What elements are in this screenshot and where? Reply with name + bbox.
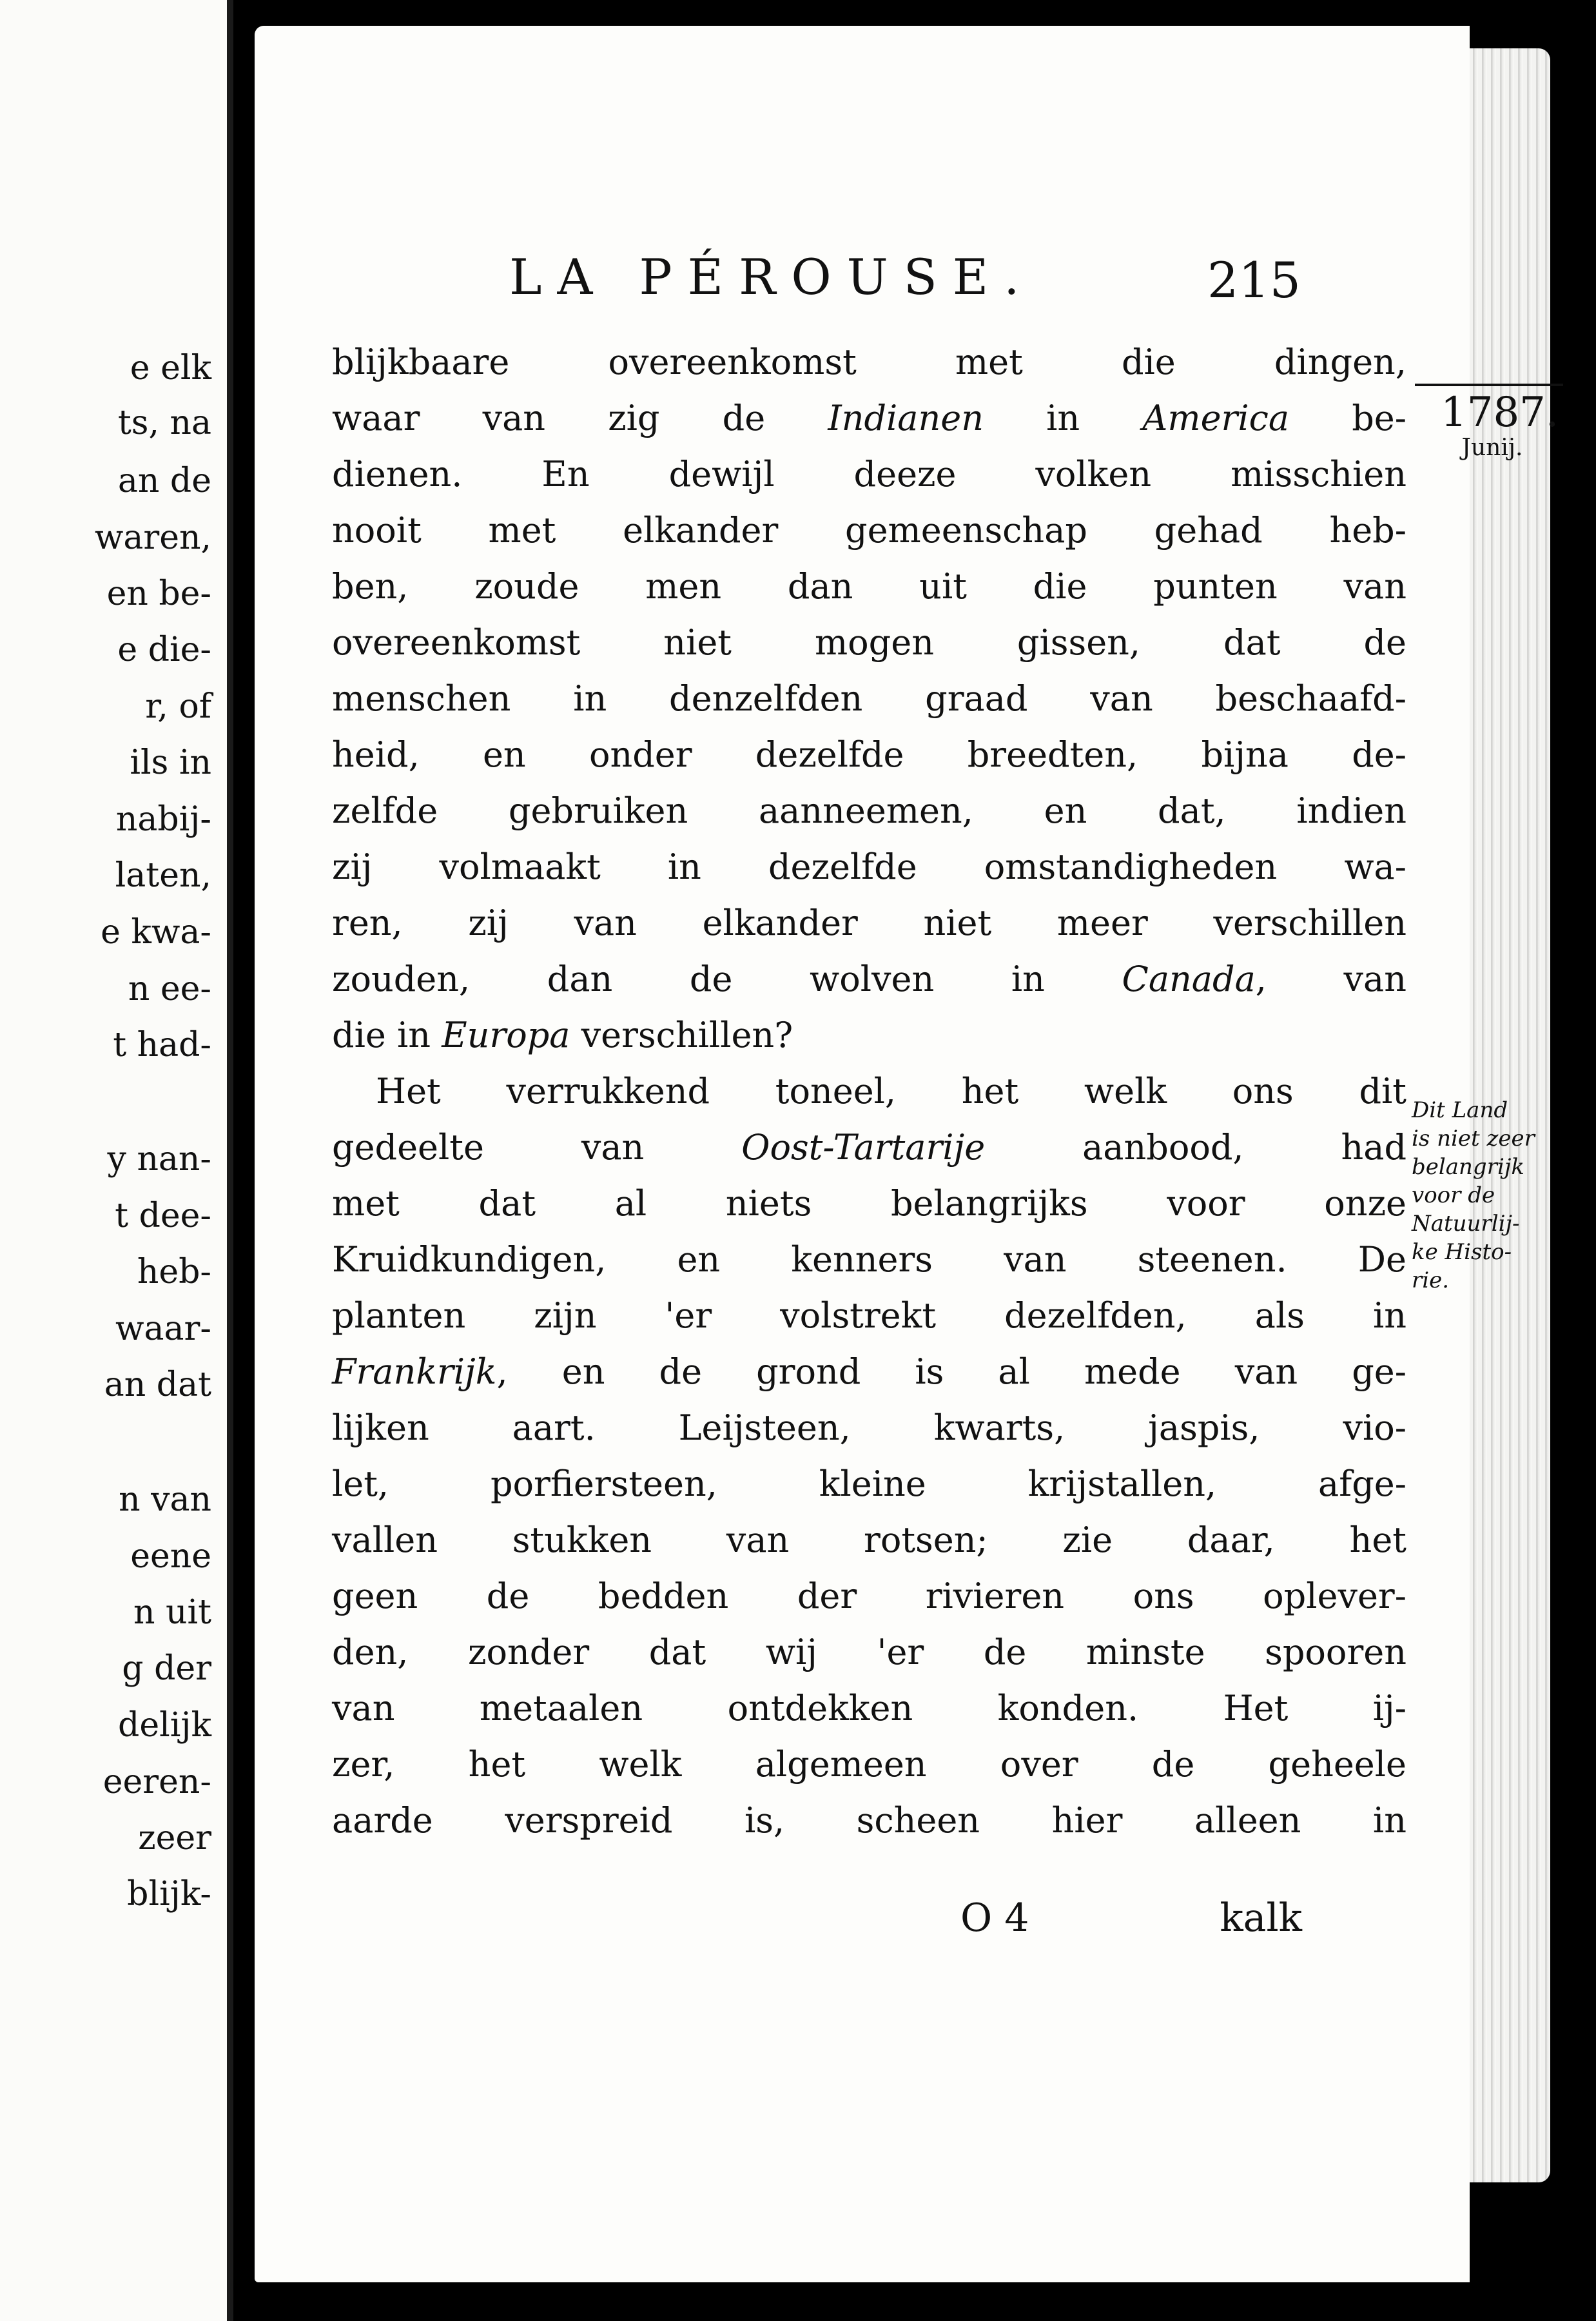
text-line: zouden, dan de wolven in Canada, van [332, 959, 1406, 999]
text-line: heid, en onder dezelfde breedten, bijna de- [332, 734, 1406, 775]
text-line: den, zonder dat wij 'er de minste spooren [332, 1632, 1406, 1672]
previous-page-line: nabij- [115, 800, 211, 839]
margin-note [1412, 1096, 1566, 1295]
previous-page-fragment [0, 0, 233, 2321]
margin-note-line: rie. [1412, 1268, 1450, 1293]
previous-page-line: y nan- [107, 1140, 211, 1179]
previous-page-line: e elk [130, 349, 211, 387]
previous-page-line: n ee- [128, 970, 211, 1008]
text-line: geen de bedden der rivieren ons oplever- [332, 1576, 1406, 1616]
margin-date [1441, 389, 1559, 461]
text-line: dienen. En dewijl deeze volken misschien [332, 454, 1406, 495]
body-text [332, 334, 1406, 1848]
previous-page-line: ils in [130, 743, 211, 782]
margin-note-line: Natuurlij- [1412, 1211, 1520, 1237]
text-line: ben, zoude men dan uit die punten van [332, 566, 1406, 607]
text-line: zij volmaakt in dezelfde omstandigheden wa- [332, 847, 1406, 887]
text-line: let, porfiersteen, kleine krijstallen, afge- [332, 1464, 1406, 1504]
text-line: die in Europa verschillen? [332, 1015, 793, 1055]
previous-page-line: t dee- [115, 1197, 211, 1235]
margin-note-line: ke Histo- [1412, 1239, 1512, 1265]
margin-note-line: voor de [1412, 1182, 1495, 1208]
text-line: zer, het welk algemeen over de geheele [332, 1744, 1406, 1785]
previous-page-line: n van [119, 1480, 211, 1519]
text-line: nooit met elkander gemeenschap gehad heb- [332, 510, 1406, 551]
previous-page-line: eeren- [102, 1763, 211, 1801]
book-page [255, 26, 1559, 2282]
previous-page-line: g der [122, 1649, 211, 1688]
text-line: van metaalen ontdekken konden. Het ij- [332, 1688, 1406, 1729]
text-line: waar van zig de Indianen in America be- [332, 398, 1406, 438]
previous-page-line: waren, [94, 518, 211, 557]
previous-page-line: blijk- [127, 1875, 211, 1914]
margin-note-line: belangrijk [1412, 1154, 1524, 1180]
previous-page-line: laten, [115, 856, 211, 895]
text-line: blijkbaare overeenkomst met die dingen, [332, 342, 1406, 382]
margin-date-month: Junij. [1461, 435, 1523, 461]
text-line: vallen stukken van rotsen; zie daar, het [332, 1520, 1406, 1560]
previous-page-line: an dat [104, 1366, 211, 1404]
text-line: menschen in denzelfden graad van beschaafd- [332, 678, 1406, 719]
margin-note-line: is niet zeer [1412, 1126, 1535, 1151]
previous-page-line: eene [130, 1537, 211, 1576]
previous-page-line: r, of [145, 687, 211, 726]
margin-note-line: Dit Land [1412, 1097, 1508, 1123]
text-line: ren, zij van elkander niet meer verschillen [332, 903, 1406, 943]
text-line: met dat al niets belangrijks voor onze [332, 1183, 1406, 1224]
text-line: Kruidkundigen, en kenners van steenen. De [332, 1239, 1406, 1280]
previous-page-line: delijk [118, 1706, 211, 1745]
running-head: LA PÉROUSE. [509, 248, 1035, 306]
previous-page-line: e kwa- [101, 913, 211, 952]
margin-rule [1415, 384, 1563, 386]
text-line: aarde verspreid is, scheen hier alleen in [332, 1800, 1406, 1841]
text-line: gedeelte van Oost-Tartarije aanbood, had [332, 1127, 1407, 1168]
previous-page-line: t had- [113, 1026, 211, 1064]
previous-page-line: an de [117, 462, 211, 500]
text-line: Frankrijk, en de grond is al mede van ge- [332, 1351, 1406, 1392]
text-line: overeenkomst niet mogen gissen, dat de [332, 622, 1406, 663]
text-line: lijken aart. Leijsteen, kwarts, jaspis, vio- [332, 1407, 1406, 1448]
margin-date-year: 1787. [1441, 389, 1559, 436]
text-line: planten zijn 'er volstrekt dezelfden, als in [332, 1295, 1406, 1336]
previous-page-line: waar- [115, 1309, 211, 1348]
text-line: Het verrukkend toneel, het welk ons dit [376, 1071, 1406, 1112]
text-line: zelfde gebruiken aanneemen, en dat, indien [332, 790, 1406, 831]
catchword: kalk [1220, 1895, 1302, 1941]
previous-page-line: e die- [117, 631, 211, 669]
previous-page-line: ts, na [117, 404, 211, 442]
signature-mark: O 4 [960, 1895, 1029, 1941]
previous-page-line: heb- [137, 1253, 211, 1291]
previous-page-line: en be- [106, 574, 211, 613]
page-number: 215 [1207, 251, 1301, 309]
previous-page-line: zeer [138, 1819, 211, 1857]
previous-page-line: n uit [133, 1593, 211, 1632]
